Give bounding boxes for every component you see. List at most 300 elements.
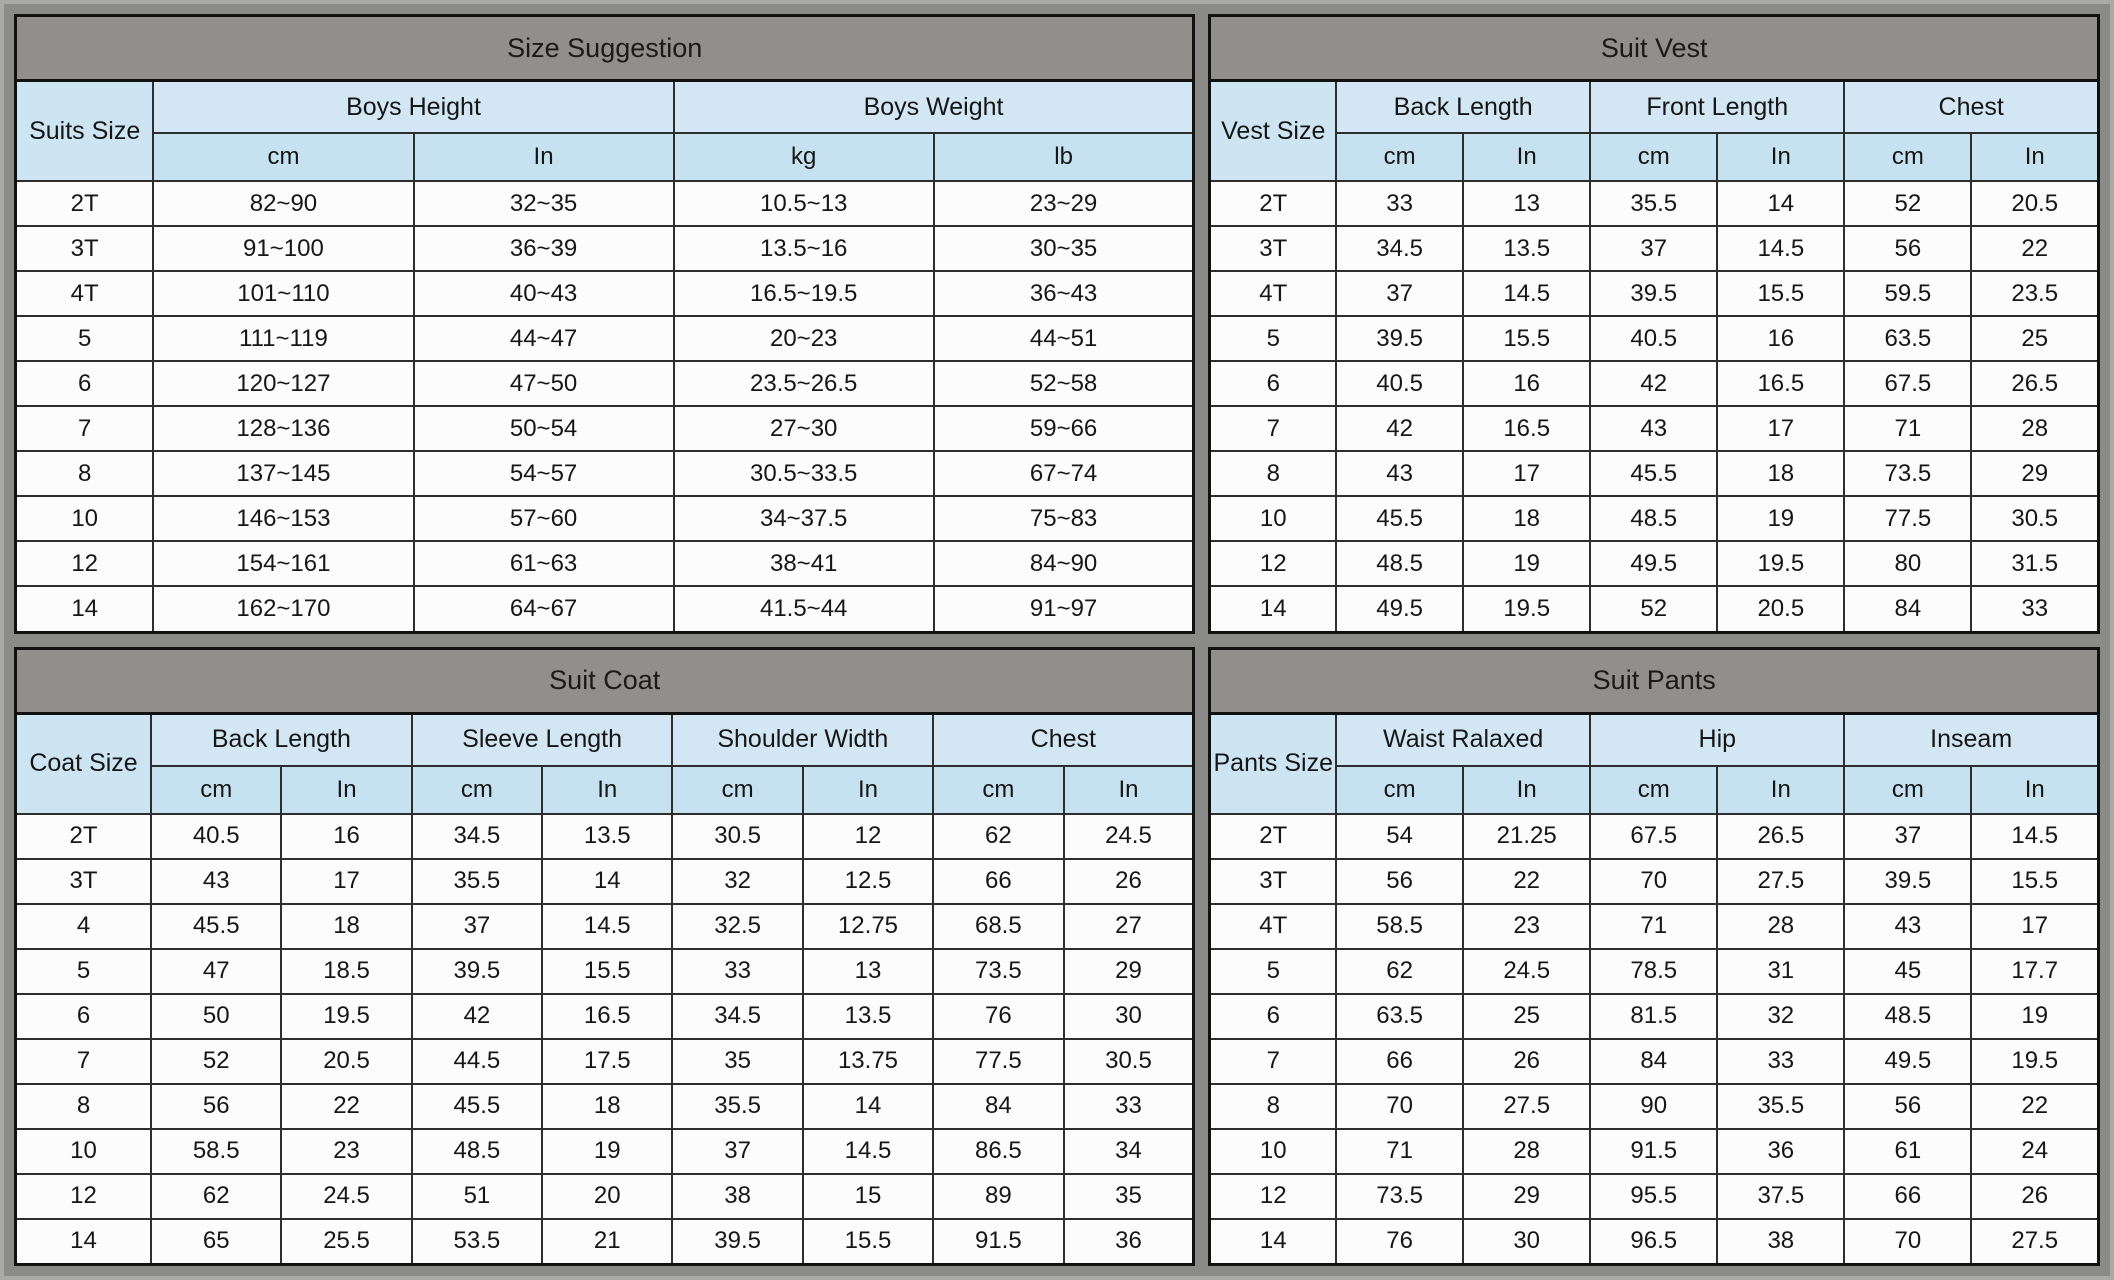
value-cell: 95.5 <box>1590 1174 1717 1219</box>
unit-header: In <box>1717 133 1844 181</box>
size-cell: 12 <box>16 1174 152 1219</box>
table-row <box>1210 226 2099 271</box>
value-cell: 14.5 <box>542 904 672 949</box>
value-cell: 64~67 <box>414 586 674 632</box>
value-cell: 22 <box>1463 859 1590 904</box>
table-row <box>1210 1084 2099 1129</box>
value-cell: 34.5 <box>672 994 802 1039</box>
table-row <box>16 904 1194 949</box>
group-header: Boys Weight <box>674 81 1194 134</box>
value-cell: 31 <box>1717 949 1844 994</box>
value-cell: 66 <box>1336 1039 1463 1084</box>
value-cell: 14 <box>803 1084 933 1129</box>
value-cell: 37 <box>672 1129 802 1174</box>
value-cell: 21 <box>542 1219 672 1265</box>
value-cell: 34~37.5 <box>674 496 934 541</box>
value-cell: 21.25 <box>1463 814 1590 859</box>
value-cell: 48.5 <box>1336 541 1463 586</box>
size-cell: 5 <box>16 949 152 994</box>
value-cell: 32.5 <box>672 904 802 949</box>
value-cell: 56 <box>1844 1084 1971 1129</box>
value-cell: 13.5~16 <box>674 226 934 271</box>
value-cell: 37 <box>1844 814 1971 859</box>
table-title: Suit Vest <box>1210 16 2099 81</box>
size-cell: 10 <box>1210 496 1336 541</box>
value-cell: 58.5 <box>151 1129 281 1174</box>
size-cell: 10 <box>1210 1129 1336 1174</box>
value-cell: 27.5 <box>1971 1219 2098 1265</box>
value-cell: 34.5 <box>1336 226 1463 271</box>
value-cell: 27.5 <box>1717 859 1844 904</box>
value-cell: 73.5 <box>1336 1174 1463 1219</box>
value-cell: 34 <box>1064 1129 1194 1174</box>
unit-header: In <box>1717 766 1844 814</box>
value-cell: 36~39 <box>414 226 674 271</box>
value-cell: 33 <box>1336 181 1463 226</box>
value-cell: 71 <box>1336 1129 1463 1174</box>
suit-pants-table <box>1208 647 2100 1267</box>
value-cell: 86.5 <box>933 1129 1063 1174</box>
table-row <box>1210 451 2099 496</box>
value-cell: 39.5 <box>1590 271 1717 316</box>
value-cell: 19.5 <box>1463 586 1590 632</box>
value-cell: 33 <box>1064 1084 1194 1129</box>
value-cell: 49.5 <box>1590 541 1717 586</box>
value-cell: 51 <box>412 1174 542 1219</box>
value-cell: 14 <box>1717 181 1844 226</box>
size-cell: 2T <box>16 181 154 226</box>
value-cell: 67.5 <box>1590 814 1717 859</box>
value-cell: 15.5 <box>1971 859 2098 904</box>
value-cell: 22 <box>281 1084 411 1129</box>
value-cell: 12.75 <box>803 904 933 949</box>
value-cell: 54~57 <box>414 451 674 496</box>
value-cell: 23.5~26.5 <box>674 361 934 406</box>
value-cell: 42 <box>1336 406 1463 451</box>
value-cell: 20.5 <box>1971 181 2098 226</box>
value-cell: 48.5 <box>1844 994 1971 1039</box>
group-header: Waist Ralaxed <box>1336 713 1590 766</box>
size-column-header: Suits Size <box>16 81 154 182</box>
value-cell: 13.5 <box>1463 226 1590 271</box>
group-header: Back Length <box>1336 81 1590 134</box>
table-row <box>1210 271 2099 316</box>
size-cell: 6 <box>16 361 154 406</box>
value-cell: 25 <box>1463 994 1590 1039</box>
size-cell: 14 <box>16 586 154 632</box>
size-cell: 10 <box>16 1129 152 1174</box>
size-cell: 3T <box>1210 226 1336 271</box>
value-cell: 45.5 <box>412 1084 542 1129</box>
value-cell: 44~51 <box>934 316 1194 361</box>
value-cell: 19 <box>1971 994 2098 1039</box>
value-cell: 42 <box>412 994 542 1039</box>
value-cell: 52~58 <box>934 361 1194 406</box>
value-cell: 27.5 <box>1463 1084 1590 1129</box>
value-cell: 89 <box>933 1174 1063 1219</box>
size-column-header: Coat Size <box>16 713 152 814</box>
value-cell: 91.5 <box>933 1219 1063 1265</box>
table-row <box>1210 496 2099 541</box>
value-cell: 70 <box>1590 859 1717 904</box>
value-cell: 96.5 <box>1590 1219 1717 1265</box>
value-cell: 35.5 <box>1717 1084 1844 1129</box>
value-cell: 62 <box>151 1174 281 1219</box>
value-cell: 34.5 <box>412 814 542 859</box>
group-header: Boys Height <box>153 81 673 134</box>
unit-header: lb <box>934 133 1194 181</box>
table-panel-suit-pants <box>1208 647 2100 1267</box>
value-cell: 91~97 <box>934 586 1194 632</box>
size-cell: 2T <box>16 814 152 859</box>
unit-header: cm <box>1336 133 1463 181</box>
value-cell: 28 <box>1717 904 1844 949</box>
unit-header: cm <box>1336 766 1463 814</box>
value-cell: 47~50 <box>414 361 674 406</box>
group-header: Sleeve Length <box>412 713 673 766</box>
value-cell: 37 <box>1336 271 1463 316</box>
value-cell: 19.5 <box>281 994 411 1039</box>
table-row <box>16 949 1194 994</box>
value-cell: 19 <box>1717 496 1844 541</box>
unit-header: In <box>803 766 933 814</box>
value-cell: 18 <box>542 1084 672 1129</box>
table-row <box>1210 859 2099 904</box>
value-cell: 43 <box>1844 904 1971 949</box>
value-cell: 30 <box>1064 994 1194 1039</box>
value-cell: 27~30 <box>674 406 934 451</box>
table-row <box>1210 586 2099 632</box>
size-cell: 5 <box>1210 316 1336 361</box>
table-row <box>16 271 1194 316</box>
value-cell: 35.5 <box>412 859 542 904</box>
group-header: Chest <box>1844 81 2098 134</box>
value-cell: 37.5 <box>1717 1174 1844 1219</box>
table-row <box>16 859 1194 904</box>
value-cell: 33 <box>1971 586 2098 632</box>
unit-header: cm <box>1844 766 1971 814</box>
value-cell: 39.5 <box>412 949 542 994</box>
value-cell: 27 <box>1064 904 1194 949</box>
value-cell: 12 <box>803 814 933 859</box>
value-cell: 146~153 <box>153 496 413 541</box>
value-cell: 33 <box>1717 1039 1844 1084</box>
value-cell: 15 <box>803 1174 933 1219</box>
size-cell: 3T <box>16 859 152 904</box>
value-cell: 49.5 <box>1336 586 1463 632</box>
value-cell: 18 <box>1463 496 1590 541</box>
table-row <box>16 814 1194 859</box>
value-cell: 66 <box>933 859 1063 904</box>
value-cell: 44~47 <box>414 316 674 361</box>
size-cell: 2T <box>1210 181 1336 226</box>
value-cell: 81.5 <box>1590 994 1717 1039</box>
value-cell: 76 <box>933 994 1063 1039</box>
size-cell: 3T <box>1210 859 1336 904</box>
value-cell: 14.5 <box>1463 271 1590 316</box>
value-cell: 40.5 <box>1336 361 1463 406</box>
value-cell: 39.5 <box>1336 316 1463 361</box>
value-cell: 162~170 <box>153 586 413 632</box>
unit-header: In <box>1971 766 2098 814</box>
value-cell: 23~29 <box>934 181 1194 226</box>
value-cell: 17 <box>1717 406 1844 451</box>
table-row <box>16 586 1194 632</box>
size-cell: 12 <box>1210 541 1336 586</box>
table-row <box>16 406 1194 451</box>
unit-header: cm <box>153 133 413 181</box>
size-cell: 6 <box>1210 361 1336 406</box>
value-cell: 13.5 <box>803 994 933 1039</box>
table-row <box>16 451 1194 496</box>
value-cell: 17 <box>281 859 411 904</box>
table-row <box>16 1039 1194 1084</box>
value-cell: 47 <box>151 949 281 994</box>
value-cell: 30~35 <box>934 226 1194 271</box>
value-cell: 36 <box>1064 1219 1194 1265</box>
value-cell: 25 <box>1971 316 2098 361</box>
group-header: Back Length <box>151 713 412 766</box>
table-row <box>16 1219 1194 1265</box>
size-cell: 10 <box>16 496 154 541</box>
value-cell: 68.5 <box>933 904 1063 949</box>
value-cell: 14 <box>542 859 672 904</box>
value-cell: 26 <box>1463 1039 1590 1084</box>
value-cell: 29 <box>1463 1174 1590 1219</box>
value-cell: 40.5 <box>151 814 281 859</box>
value-cell: 12.5 <box>803 859 933 904</box>
unit-header: In <box>281 766 411 814</box>
value-cell: 56 <box>1336 859 1463 904</box>
unit-header: In <box>542 766 672 814</box>
value-cell: 16.5 <box>1463 406 1590 451</box>
value-cell: 25.5 <box>281 1219 411 1265</box>
size-suggestion-table <box>14 14 1195 634</box>
value-cell: 15.5 <box>1717 271 1844 316</box>
value-cell: 38 <box>672 1174 802 1219</box>
value-cell: 128~136 <box>153 406 413 451</box>
value-cell: 56 <box>151 1084 281 1129</box>
value-cell: 111~119 <box>153 316 413 361</box>
value-cell: 48.5 <box>1590 496 1717 541</box>
value-cell: 24.5 <box>1064 814 1194 859</box>
table-row <box>16 1129 1194 1174</box>
value-cell: 63.5 <box>1844 316 1971 361</box>
table-panel-size-suggestion <box>14 14 1195 634</box>
value-cell: 39.5 <box>1844 859 1971 904</box>
size-cell: 7 <box>16 1039 152 1084</box>
value-cell: 58.5 <box>1336 904 1463 949</box>
value-cell: 20 <box>542 1174 672 1219</box>
value-cell: 18 <box>1717 451 1844 496</box>
value-cell: 23.5 <box>1971 271 2098 316</box>
value-cell: 26.5 <box>1971 361 2098 406</box>
value-cell: 45.5 <box>151 904 281 949</box>
value-cell: 43 <box>1336 451 1463 496</box>
value-cell: 14.5 <box>1717 226 1844 271</box>
value-cell: 18.5 <box>281 949 411 994</box>
value-cell: 45.5 <box>1590 451 1717 496</box>
size-column-header: Vest Size <box>1210 81 1336 182</box>
value-cell: 36~43 <box>934 271 1194 316</box>
value-cell: 33 <box>672 949 802 994</box>
value-cell: 22 <box>1971 226 2098 271</box>
size-cell: 4T <box>1210 271 1336 316</box>
value-cell: 80 <box>1844 541 1971 586</box>
value-cell: 24.5 <box>281 1174 411 1219</box>
group-header: Chest <box>933 713 1194 766</box>
table-row <box>16 1084 1194 1129</box>
table-row <box>16 541 1194 586</box>
value-cell: 30.5 <box>1064 1039 1194 1084</box>
value-cell: 35.5 <box>1590 181 1717 226</box>
table-row <box>16 994 1194 1039</box>
table-row <box>16 361 1194 406</box>
unit-header: In <box>1463 133 1590 181</box>
table-row <box>1210 406 2099 451</box>
value-cell: 35 <box>672 1039 802 1084</box>
unit-header: cm <box>412 766 542 814</box>
value-cell: 56 <box>1844 226 1971 271</box>
value-cell: 30 <box>1463 1219 1590 1265</box>
value-cell: 71 <box>1844 406 1971 451</box>
table-row <box>16 496 1194 541</box>
value-cell: 13.5 <box>542 814 672 859</box>
size-cell: 6 <box>16 994 152 1039</box>
unit-header: cm <box>1844 133 1971 181</box>
value-cell: 32 <box>1717 994 1844 1039</box>
value-cell: 76 <box>1336 1219 1463 1265</box>
value-cell: 73.5 <box>1844 451 1971 496</box>
value-cell: 32~35 <box>414 181 674 226</box>
value-cell: 37 <box>412 904 542 949</box>
table-row <box>16 226 1194 271</box>
unit-header: cm <box>933 766 1063 814</box>
size-cell: 3T <box>16 226 154 271</box>
table-title: Size Suggestion <box>16 16 1194 81</box>
value-cell: 29 <box>1971 451 2098 496</box>
value-cell: 45 <box>1844 949 1971 994</box>
size-cell: 4T <box>16 271 154 316</box>
size-cell: 7 <box>1210 406 1336 451</box>
suit-coat-table <box>14 647 1195 1267</box>
value-cell: 15.5 <box>803 1219 933 1265</box>
value-cell: 91.5 <box>1590 1129 1717 1174</box>
value-cell: 52 <box>1590 586 1717 632</box>
value-cell: 17.5 <box>542 1039 672 1084</box>
value-cell: 70 <box>1844 1219 1971 1265</box>
value-cell: 65 <box>151 1219 281 1265</box>
value-cell: 50~54 <box>414 406 674 451</box>
table-row <box>16 1174 1194 1219</box>
table-row <box>1210 316 2099 361</box>
value-cell: 63.5 <box>1336 994 1463 1039</box>
value-cell: 53.5 <box>412 1219 542 1265</box>
table-row <box>1210 361 2099 406</box>
size-cell: 4T <box>1210 904 1336 949</box>
value-cell: 14.5 <box>803 1129 933 1174</box>
value-cell: 17.7 <box>1971 949 2098 994</box>
value-cell: 39.5 <box>672 1219 802 1265</box>
size-cell: 12 <box>16 541 154 586</box>
value-cell: 16 <box>281 814 411 859</box>
table-row <box>1210 1129 2099 1174</box>
value-cell: 62 <box>1336 949 1463 994</box>
table-row <box>1210 949 2099 994</box>
value-cell: 13.75 <box>803 1039 933 1084</box>
value-cell: 91~100 <box>153 226 413 271</box>
size-cell: 14 <box>1210 1219 1336 1265</box>
value-cell: 77.5 <box>1844 496 1971 541</box>
value-cell: 67.5 <box>1844 361 1971 406</box>
unit-header: cm <box>151 766 281 814</box>
value-cell: 28 <box>1463 1129 1590 1174</box>
size-cell: 4 <box>16 904 152 949</box>
value-cell: 59.5 <box>1844 271 1971 316</box>
size-cell: 14 <box>1210 586 1336 632</box>
value-cell: 30.5 <box>672 814 802 859</box>
size-column-header: Pants Size <box>1210 713 1336 814</box>
value-cell: 30.5~33.5 <box>674 451 934 496</box>
value-cell: 26 <box>1064 859 1194 904</box>
value-cell: 49.5 <box>1844 1039 1971 1084</box>
value-cell: 43 <box>151 859 281 904</box>
value-cell: 90 <box>1590 1084 1717 1129</box>
value-cell: 62 <box>933 814 1063 859</box>
value-cell: 16.5~19.5 <box>674 271 934 316</box>
suit-vest-table <box>1208 14 2100 634</box>
value-cell: 84 <box>1590 1039 1717 1084</box>
value-cell: 13 <box>803 949 933 994</box>
unit-header: kg <box>674 133 934 181</box>
value-cell: 61~63 <box>414 541 674 586</box>
value-cell: 18 <box>281 904 411 949</box>
value-cell: 71 <box>1590 904 1717 949</box>
table-title: Suit Pants <box>1210 648 2099 713</box>
value-cell: 16 <box>1463 361 1590 406</box>
table-row <box>16 181 1194 226</box>
unit-header: cm <box>672 766 802 814</box>
value-cell: 37 <box>1590 226 1717 271</box>
size-cell: 8 <box>16 451 154 496</box>
value-cell: 26 <box>1971 1174 2098 1219</box>
value-cell: 35 <box>1064 1174 1194 1219</box>
unit-header: In <box>1064 766 1194 814</box>
value-cell: 67~74 <box>934 451 1194 496</box>
value-cell: 44.5 <box>412 1039 542 1084</box>
value-cell: 17 <box>1463 451 1590 496</box>
value-cell: 43 <box>1590 406 1717 451</box>
value-cell: 52 <box>151 1039 281 1084</box>
value-cell: 32 <box>672 859 802 904</box>
value-cell: 52 <box>1844 181 1971 226</box>
value-cell: 10.5~13 <box>674 181 934 226</box>
table-title: Suit Coat <box>16 648 1194 713</box>
value-cell: 31.5 <box>1971 541 2098 586</box>
value-cell: 16.5 <box>1717 361 1844 406</box>
value-cell: 45.5 <box>1336 496 1463 541</box>
value-cell: 120~127 <box>153 361 413 406</box>
value-cell: 57~60 <box>414 496 674 541</box>
value-cell: 82~90 <box>153 181 413 226</box>
value-cell: 84 <box>933 1084 1063 1129</box>
table-row <box>1210 994 2099 1039</box>
size-cell: 7 <box>16 406 154 451</box>
value-cell: 40~43 <box>414 271 674 316</box>
table-row <box>1210 1039 2099 1084</box>
unit-header: In <box>1971 133 2098 181</box>
table-row <box>1210 814 2099 859</box>
